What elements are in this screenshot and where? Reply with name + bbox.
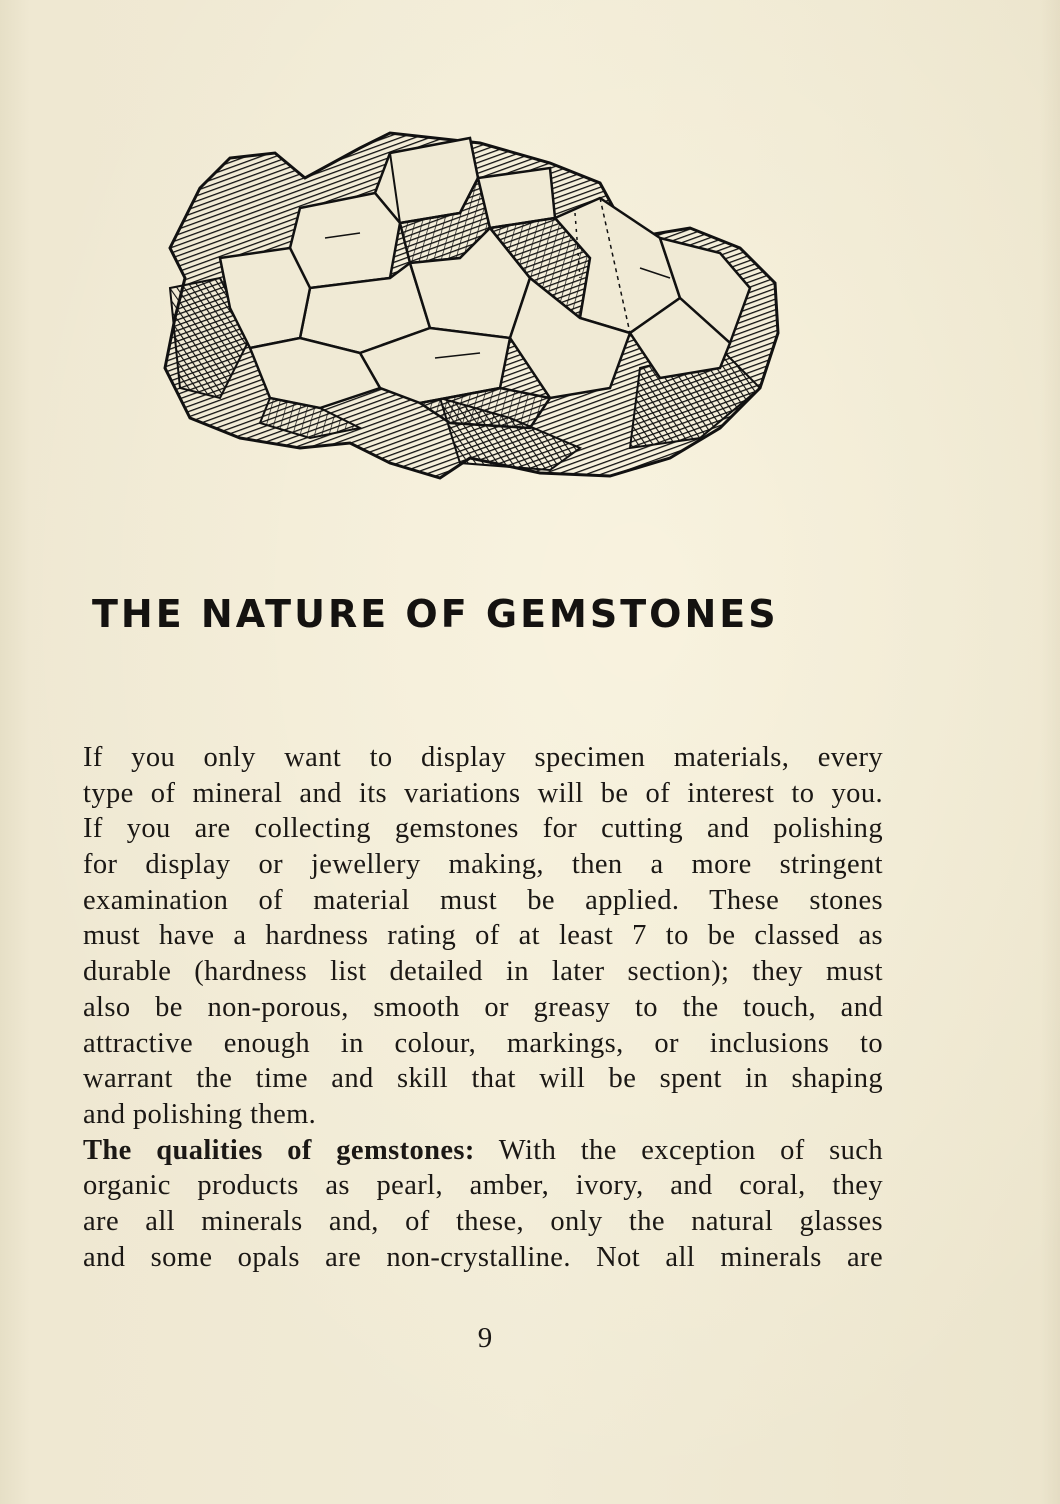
- paragraph-line: attractive enough in colour, markings, or inclusions to: [83, 1027, 883, 1059]
- paragraph-line: examination of material must be applied. These stones: [83, 884, 883, 916]
- paragraph-line: and some opals are non-crystalline. Not all minerals are: [83, 1241, 883, 1273]
- paragraph-line: [83, 1133, 883, 1169]
- page-title: THE NATURE OF GEMSTONES: [92, 592, 779, 636]
- paragraph-line-rest: With the exception of such: [498, 1134, 883, 1166]
- paragraph-line: type of mineral and its variations will be of interest to you.: [83, 777, 883, 809]
- paragraph-line: organic products as pearl, amber, ivory, and coral, they: [83, 1170, 883, 1202]
- paragraph-line: warrant the time and skill that will be spent in shaping: [83, 1063, 883, 1095]
- paragraph-line: also be non-porous, smooth or greasy to the touch, and: [83, 991, 883, 1023]
- paragraph-line: If you are collecting gemstones for cutting and polishing: [83, 813, 883, 845]
- paragraph-line: for display or jewellery making, then a more stringent: [83, 849, 883, 881]
- paragraph-line: are all minerals and, of these, only the natural glasses: [83, 1205, 883, 1237]
- page-number: 9: [477, 1322, 493, 1354]
- section-run-in-heading: The qualities of gemstones:: [83, 1134, 475, 1166]
- paragraph-line: durable (hardness list detailed in later section); they must: [83, 956, 883, 988]
- paragraph-line: must have a hardness rating of at least 7 to be classed as: [83, 920, 883, 952]
- body-text: [83, 740, 883, 1275]
- paragraph-line: If you only want to display specimen materials, every: [83, 742, 883, 773]
- paragraph-line: and polishing them.: [83, 1098, 317, 1130]
- mineral-crystal-cluster-icon: [160, 118, 790, 498]
